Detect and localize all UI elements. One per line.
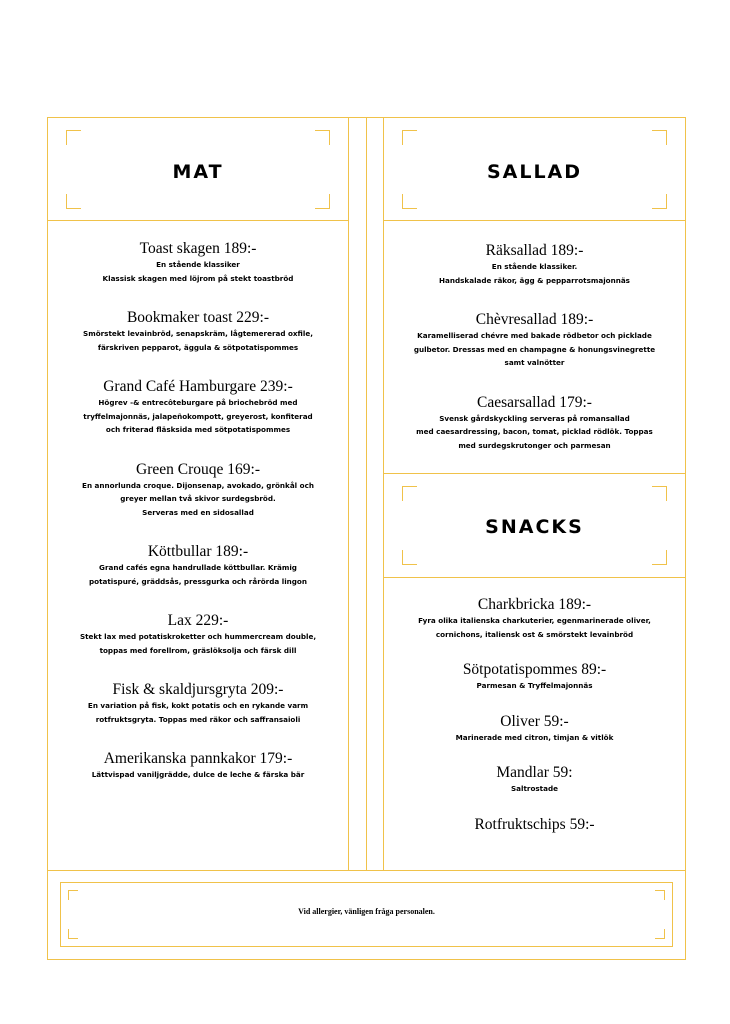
- menu-item: [392, 816, 677, 834]
- menu-item-name: Mandlar 59:: [496, 764, 573, 781]
- menu-item: [60, 309, 336, 354]
- menu-item-description: greyer mellan två skivor surdegsbröd.: [120, 494, 276, 503]
- menu-item-description: Smörstekt levainbröd, senapskräm, lågtemererad oxfile,: [83, 329, 313, 338]
- center-top-line: [349, 117, 383, 118]
- sallad-items: [392, 242, 677, 476]
- menu-item: [60, 543, 336, 588]
- menu-item-description: toppas med forellrom, gräslöksolja och färsk dill: [99, 645, 297, 655]
- menu-item-description: Klassisk skagen med löjrom på stekt toastbröd: [102, 273, 294, 283]
- menu-item-description: Stekt lax med potatiskroketter och hummercream double,: [79, 632, 317, 641]
- menu-item-description: och friterad fläsksida med sötpotatispommes: [105, 425, 291, 434]
- snacks-header-divider: [383, 577, 686, 578]
- snacks-title: SNACKS: [485, 516, 584, 538]
- menu-item-description: Fyra olika italienska charkuterier, egenmarinerade oliver,: [418, 616, 651, 625]
- menu-item-description: Marinerade med citron, timjan & vitlök: [455, 732, 614, 742]
- allergy-note: Vid allergier, vänligen fråga personalen.: [298, 907, 435, 916]
- corner-ornament: [652, 486, 667, 501]
- menu-item-description: cornichons, italiensk ost & smörstekt levainbröd: [435, 629, 634, 639]
- menu-item-name: Oliver 59:-: [500, 712, 569, 730]
- menu-item: [392, 394, 677, 453]
- menu-item-description: Högrev -& entrecôteburgare på briochebröd med: [98, 398, 298, 407]
- menu-item: [60, 461, 336, 520]
- menu-item-description: Saltrostade: [511, 784, 558, 793]
- menu-item: [60, 750, 336, 782]
- menu-item-name: Caesarsallad 179:-: [477, 393, 592, 411]
- corner-ornament: [652, 194, 667, 209]
- menu-item-name: Amerikanska pannkakor 179:-: [103, 750, 293, 767]
- menu-item-name: Köttbullar 189:-: [147, 543, 249, 560]
- corner-ornament: [655, 890, 665, 900]
- menu-item-name: Räksallad 189:-: [485, 242, 584, 259]
- menu-item: [392, 661, 677, 693]
- corner-ornament: [402, 130, 417, 145]
- menu-item-description: tryffelmajonnäs, jalapeñokompott, greyerost, konfiterad: [83, 411, 313, 421]
- menu-item-description: Svensk gårdskyckling serveras på romansallad: [439, 413, 630, 423]
- corner-ornament: [655, 929, 665, 939]
- mat-items: [60, 240, 336, 806]
- menu-item-name: Grand Café Hamburgare 239:-: [103, 378, 293, 395]
- mat-title: MAT: [172, 161, 224, 183]
- menu-item-description: Serveras med en sidosallad: [142, 507, 254, 517]
- menu-item-description: samt valnötter: [504, 358, 565, 367]
- menu-item: [392, 713, 677, 745]
- menu-item-description: gulbetor. Dressas med en champagne & honungsvinegrette: [413, 344, 656, 354]
- menu-item-description: rotfruktsgryta. Toppas med räkor och saffransaioli: [95, 714, 301, 724]
- menu-item-name: Charkbricka 189:-: [477, 596, 592, 613]
- menu-item: [60, 240, 336, 285]
- menu-item-name: Chèvresallad 189:-: [475, 311, 594, 328]
- menu-item-description: Lättvispad vaniljgrädde, dulce de leche & färska bär: [91, 770, 305, 779]
- menu-item-description: En annorlunda croque. Dijonsenap, avokado, grönkål och: [82, 480, 314, 490]
- menu-item: [60, 681, 336, 726]
- menu-item-description: Handskalade räkor, ägg & pepparrotsmajonnäs: [439, 275, 630, 285]
- menu-item: [392, 242, 677, 287]
- corner-ornament: [652, 130, 667, 145]
- corner-ornament: [68, 890, 78, 900]
- menu-item-name: Rotfruktschips 59:-: [474, 815, 595, 833]
- snacks-items: [392, 596, 677, 854]
- corner-ornament: [68, 929, 78, 939]
- menu-item-description: Grand cafés egna handrullade köttbullar. Krämig: [99, 563, 297, 572]
- corner-ornament: [66, 130, 81, 145]
- corner-ornament: [315, 194, 330, 209]
- menu-item-description: Parmesan & Tryffelmajonnäs: [476, 681, 593, 690]
- menu-item-description: En stående klassiker: [156, 260, 240, 269]
- menu-item-name: Fisk & skaldjursgryta 209:-: [112, 681, 284, 698]
- corner-ornament: [315, 130, 330, 145]
- center-divider-left: [366, 117, 367, 871]
- menu-item: [60, 612, 336, 657]
- menu-item-description: En variation på fisk, kokt potatis och en rykande varm: [87, 701, 309, 710]
- corner-ornament: [66, 194, 81, 209]
- menu-item-name: Toast skagen 189:-: [139, 240, 257, 257]
- sallad-title: SALLAD: [486, 161, 583, 183]
- menu-item-name: Sötpotatispommes 89:-: [462, 661, 607, 678]
- corner-ornament: [402, 486, 417, 501]
- menu-item-name: Bookmaker toast 229:-: [126, 309, 270, 326]
- menu-item-description: En stående klassiker.: [491, 262, 578, 271]
- menu-item-name: Lax 229:-: [167, 612, 229, 629]
- menu-item: [392, 764, 677, 796]
- corner-ornament: [402, 550, 417, 565]
- menu-item: [60, 378, 336, 437]
- menu-item: [392, 311, 677, 370]
- mat-header-divider: [47, 220, 349, 221]
- menu-item-description: Karamelliserad chévre med bakade rödbetor och picklade: [417, 331, 652, 340]
- sallad-header-divider: [383, 220, 686, 221]
- menu-item-name: Green Crouqe 169:-: [136, 460, 260, 478]
- menu-item-description: potatispuré, gräddsås, pressgurka och rårörda lingon: [89, 576, 307, 586]
- menu-item: [392, 596, 677, 641]
- menu-item-description: med caesardressing, bacon, tomat, picklad rödlök. Toppas: [416, 427, 653, 436]
- corner-ornament: [652, 550, 667, 565]
- corner-ornament: [402, 194, 417, 209]
- menu-item-description: färskriven pepparot, äggula & sötpotatispommes: [97, 342, 299, 352]
- menu-item-description: med surdegskrutonger och parmesan: [458, 440, 611, 450]
